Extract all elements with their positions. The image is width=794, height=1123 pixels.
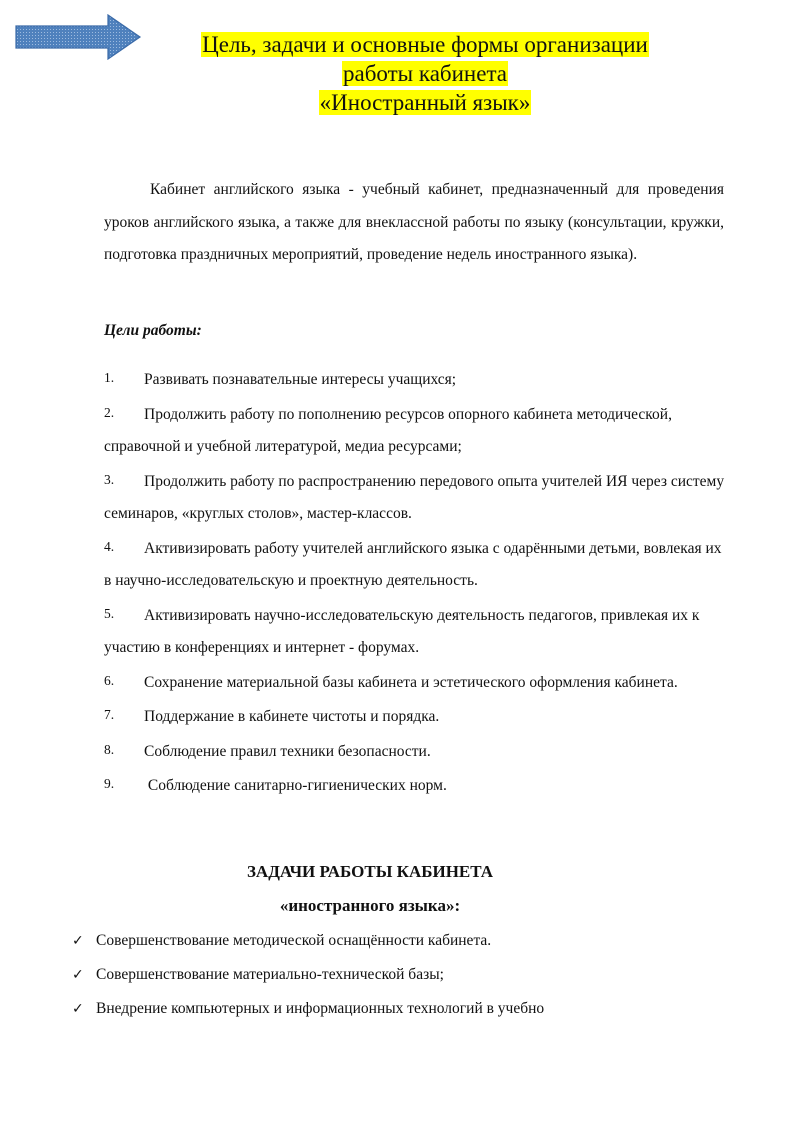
goal-item xyxy=(104,699,729,734)
title-line-2: работы кабинета xyxy=(343,61,507,86)
goal-number: 4. xyxy=(104,538,115,554)
goal-item xyxy=(104,734,729,769)
goal-text: Активизировать работу учителей английского языка с одарёнными детьми, вовлекая их в научно-исследовательскую и проектную деятельность. xyxy=(104,539,722,589)
goal-text: Продолжить работу по пополнению ресурсов опорного кабинета методической, справочной и учебной литературой, медиа ресурсами; xyxy=(104,405,672,455)
goals-heading: Цели работы: xyxy=(104,322,202,339)
page-title xyxy=(160,30,690,117)
tasks-heading-line-1: ЗАДАЧИ РАБОТЫ КАБИНЕТА xyxy=(246,862,494,881)
goal-item xyxy=(104,665,729,700)
goal-text: Соблюдение санитарно-гигиенических норм. xyxy=(144,777,447,794)
goal-number: 5. xyxy=(104,605,115,621)
goal-number: 6. xyxy=(104,672,115,688)
goal-item xyxy=(104,397,729,464)
goal-number: 7. xyxy=(104,707,115,722)
check-icon: ✓ xyxy=(72,933,84,949)
goal-text: Сохранение материальной базы кабинета и эстетического оформления кабинета. xyxy=(144,673,678,691)
goal-number: 9. xyxy=(104,776,115,791)
goal-item xyxy=(104,598,729,665)
goal-number: 8. xyxy=(104,741,115,757)
task-item xyxy=(72,958,732,992)
goal-item xyxy=(104,768,729,803)
goal-text: Активизировать научно-исследовательскую деятельность педагогов, привлекая их к участию в конференциях и интернет - форумах. xyxy=(104,606,700,656)
tasks-heading-line-2: «иностранного языка»: xyxy=(279,896,461,915)
task-text: Внедрение компьютерных и информационных технологий в учебно xyxy=(96,1000,545,1017)
task-item xyxy=(72,992,732,1026)
goal-text: Развивать познавательные интересы учащихся; xyxy=(144,371,457,388)
goal-item xyxy=(104,531,729,598)
right-arrow-icon xyxy=(14,14,142,60)
check-icon: ✓ xyxy=(72,1001,84,1017)
tasks-heading xyxy=(150,855,590,923)
goal-number: 2. xyxy=(104,404,115,420)
task-item xyxy=(72,924,732,958)
title-line-1: Цель, задачи и основные формы организации xyxy=(202,32,648,57)
goal-number: 1. xyxy=(104,370,115,385)
goals-list xyxy=(104,362,729,803)
tasks-list xyxy=(72,924,732,1026)
task-text: Совершенствование материально-технической базы; xyxy=(96,966,444,983)
goal-text: Соблюдение правил техники безопасности. xyxy=(144,742,431,760)
goal-item xyxy=(104,464,729,531)
intro-paragraph: Кабинет английского языка - учебный кабинет, предназначенный для проведения уроков английского языка, а также для внеклассной работы по языку (консультации, кружки, подготовка праздничных мероприятий, проведение недель иностранного языка). xyxy=(104,181,724,263)
goal-item xyxy=(104,362,729,397)
title-line-3: «Иностранный язык» xyxy=(319,90,531,115)
goal-text: Поддержание в кабинете чистоты и порядка. xyxy=(144,708,440,725)
task-text: Совершенствование методической оснащённости кабинета. xyxy=(96,932,492,949)
goal-number: 3. xyxy=(104,471,115,487)
goal-text: Продолжить работу по распространению передового опыта учителей ИЯ через систему семинаров, «круглых столов», мастер-классов. xyxy=(104,472,725,522)
check-icon: ✓ xyxy=(72,967,84,983)
